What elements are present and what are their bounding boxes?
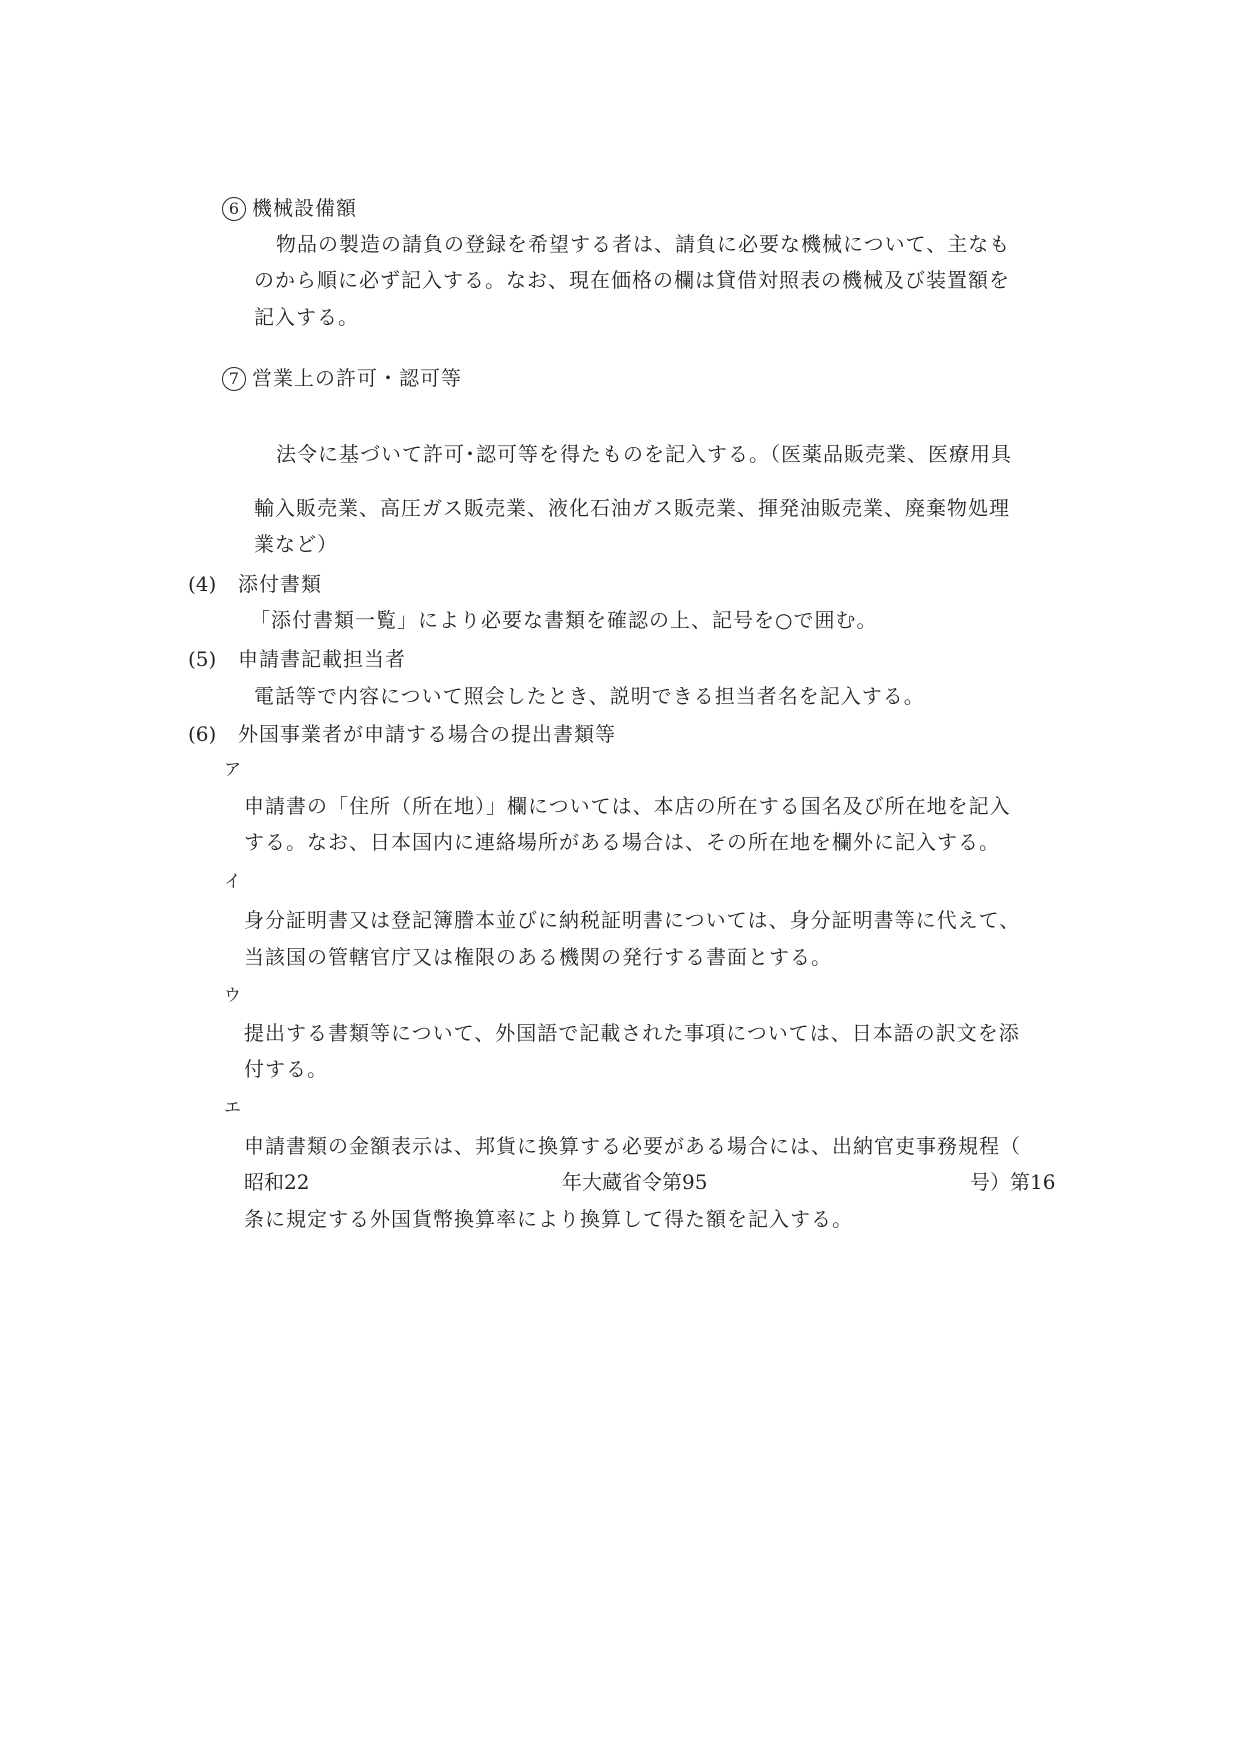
item-4-text-line-1: 「添付書類一覧」により必要な書類を確認の上、記号を○で囲む。: [250, 608, 878, 632]
item-4-heading: [188, 570, 322, 598]
sub-e-text-line-3: 条に規定する外国貨幣換算率により換算して得た額を記入する。: [244, 1207, 853, 1231]
section-7-title: 営業上の許可・認可等: [252, 366, 462, 390]
sub-a-text-line-2: する。なお、日本国内に連絡場所がある場合は、その所在地を欄外に記入する。: [244, 830, 1000, 854]
sub-i-text-line-2: 当該国の管轄官庁又は権限のある機関の発行する書面とする。: [244, 945, 832, 969]
sub-a-text-line-1: 申請書の「住所（所在地）」欄については、本店の所在する国名及び所在地を記入: [244, 794, 1011, 818]
circled-number-7: 7: [222, 367, 246, 391]
sub-u-text-line-2: 付する。: [244, 1057, 328, 1081]
sub-i-marker: イ: [224, 872, 242, 892]
section-6-text-line-1: 物品の製造の請負の登録を希望する者は、請負に必要な機械について、主なも: [276, 232, 1011, 256]
item-5-heading: [188, 645, 406, 673]
sub-u-marker: ウ: [224, 986, 242, 1006]
sub-e-text-line-2-part-1: 昭和22: [244, 1170, 310, 1194]
item-4-number: (4): [188, 572, 217, 596]
section-7-heading: [222, 364, 462, 392]
item-5-number: (5): [188, 647, 217, 671]
sub-i-text-line-1: 身分証明書又は登記簿謄本並びに納税証明書については、身分証明書等に代えて、: [244, 908, 1021, 932]
item-5-title: 申請書記載担当者: [238, 647, 406, 671]
section-6-title: 機械設備額: [252, 196, 357, 220]
section-7-text-line-3: 業など）: [254, 532, 338, 556]
item-6-number: (6): [188, 722, 217, 746]
sub-u-text-line-1: 提出する書類等について、外国語で記載された事項については、日本語の訳文を添: [244, 1021, 1020, 1045]
section-6-text-line-3: 記入する。: [254, 305, 359, 329]
sub-e-text-line-2-part-3: 号）第16: [970, 1170, 1056, 1194]
sub-e-marker: エ: [224, 1098, 242, 1118]
sub-a-marker: ア: [224, 760, 242, 780]
section-7-text-line-2: 輸入販売業、高圧ガス販売業、液化石油ガス販売業、揮発油販売業、廃棄物処理: [254, 496, 1010, 520]
item-6-title: 外国事業者が申請する場合の提出書類等: [238, 722, 616, 746]
circled-number-6: 6: [222, 197, 246, 221]
item-6-heading: [188, 720, 616, 748]
section-6-heading: [222, 194, 357, 222]
section-6-text-line-2: のから順に必ず記入する。なお、現在価格の欄は貸借対照表の機械及び装置額を: [254, 268, 1010, 292]
sub-e-text-line-1: 申請書類の金額表示は、邦貨に換算する必要がある場合には、出納官吏事務規程（: [244, 1134, 1021, 1158]
section-7-text-line-1: 法令に基づいて許可･認可等を得たものを記入する。（医薬品販売業、医療用具: [276, 442, 1012, 466]
item-5-text-line-1: 電話等で内容について照会したとき、説明できる担当者名を記入する。: [254, 684, 925, 708]
item-4-title: 添付書類: [238, 572, 322, 596]
sub-e-text-line-2-part-2: 年大蔵省令第95: [562, 1170, 708, 1194]
